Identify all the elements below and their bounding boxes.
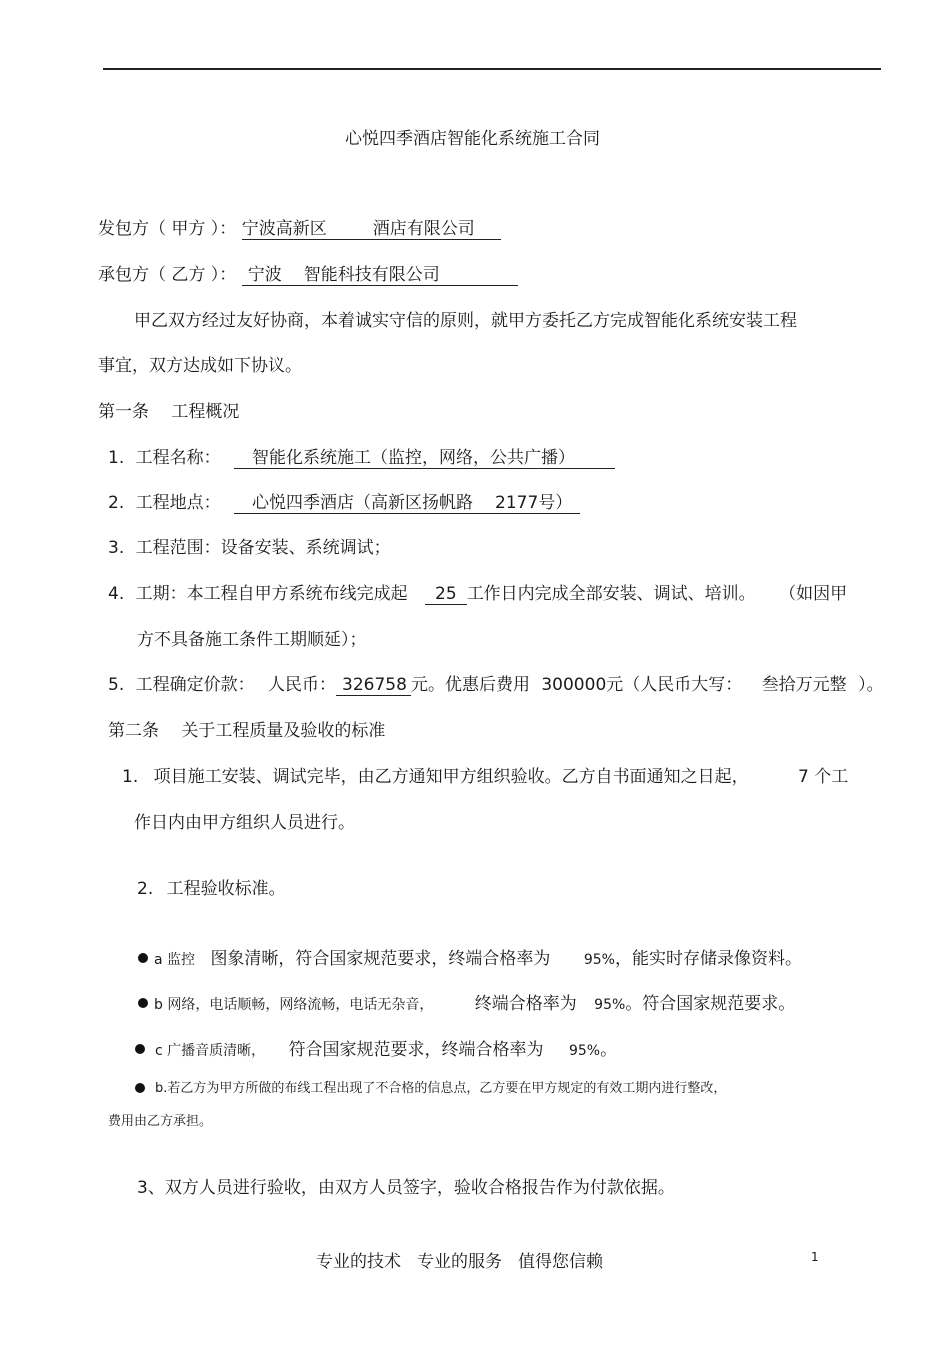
project-location-line: 2. 工程地点： 心悦四季酒店（高新区扬帆路 2177号） bbox=[108, 492, 580, 514]
party-b-label: 承包方（ 乙方 ）： bbox=[98, 265, 237, 285]
duration-days-value: 25 bbox=[425, 584, 467, 605]
acceptance-signing-line: 3、双方人员进行验收，由双方人员签字，验收合格报告作为付款依据。 bbox=[137, 1178, 675, 1198]
discount-amount-value: 300000 bbox=[541, 675, 607, 695]
acceptance-process-line: 1. 项目施工安装、调试完毕，由乙方通知甲方组织验收。乙方自书面通知之日起， 7 个工 bbox=[122, 767, 849, 787]
acceptance-standard-heading: 2. 工程验收标准。 bbox=[137, 879, 286, 899]
acceptance-process-line-2: 作日内由甲方组织人员进行。 bbox=[134, 813, 355, 833]
standard-bullet-cabling: b.若乙方为甲方所做的布线工程出现了不合格的信息点，乙方要在甲方规定的有效工期内进行整改， bbox=[135, 1078, 726, 1100]
party-a-line bbox=[98, 218, 501, 240]
standard-bullet-broadcast: c 广播音质清晰， 符合国家规范要求，终端合格率为 95%。 bbox=[135, 1039, 617, 1062]
party-b-line bbox=[98, 264, 518, 286]
project-name-line: 1. 工程名称： 智能化系统施工（监控，网络，公共广播） bbox=[108, 447, 615, 469]
bullet-icon bbox=[135, 1044, 145, 1054]
project-name-value: 智能化系统施工（监控，网络，公共广播） bbox=[234, 448, 615, 469]
document-title: 心悦四季酒店智能化系统施工合同 bbox=[345, 129, 600, 149]
bullet-icon bbox=[138, 998, 148, 1008]
party-b-name: 宁波 智能科技有限公司 bbox=[242, 265, 518, 286]
project-duration-note: 方不具备施工条件工期顺延）； bbox=[137, 630, 367, 650]
header-rule bbox=[103, 68, 881, 70]
page-number: 1 bbox=[811, 1250, 819, 1264]
party-a-name: 宁波高新区 酒店有限公司 bbox=[242, 219, 501, 240]
bullet-icon bbox=[135, 1083, 145, 1093]
standard-bullet-cabling-line-2: 费用由乙方承担。 bbox=[108, 1114, 213, 1129]
intro-line-2: 事宜，双方达成如下协议。 bbox=[98, 356, 302, 376]
project-price-line: 5. 工程确定价款： 人民币： 326758 元。优惠后费用 300000元（人民币大写： 叁拾万元整 ）。 bbox=[108, 675, 884, 695]
standard-bullet-monitoring: a 监控 图象清晰，符合国家规范要求，终端合格率为 95%，能实时存储录像资料。 bbox=[138, 948, 802, 971]
standard-bullet-network: b 网络，电话顺畅，网络流畅，电话无杂音， 终端合格率为 95%。符合国家规范要求。 bbox=[138, 993, 795, 1016]
project-duration-line: 4. 工期：本工程自甲方系统布线完成起 25 工作日内完成全部安装、调试、培训。 （如因甲 bbox=[108, 584, 848, 604]
article-1-heading: 第一条 工程概况 bbox=[98, 402, 240, 422]
bullet-icon bbox=[138, 953, 148, 963]
intro-line-1: 甲乙双方经过友好协商，本着诚实守信的原则，就甲方委托乙方完成智能化系统安装工程 bbox=[134, 311, 797, 331]
party-a-label: 发包方（ 甲方 ）： bbox=[98, 219, 237, 239]
price-amount-value: 326758 bbox=[336, 675, 411, 696]
project-scope-line: 3. 工程范围：设备安装、系统调试； bbox=[108, 538, 391, 558]
project-location-value: 心悦四季酒店（高新区扬帆路 2177号） bbox=[234, 493, 580, 514]
footer-slogan: 专业的技术 专业的服务 值得您信赖 bbox=[316, 1252, 603, 1272]
article-2-heading: 第二条 关于工程质量及验收的标准 bbox=[108, 721, 386, 741]
amount-in-words-value: 叁拾万元整 bbox=[761, 675, 847, 695]
